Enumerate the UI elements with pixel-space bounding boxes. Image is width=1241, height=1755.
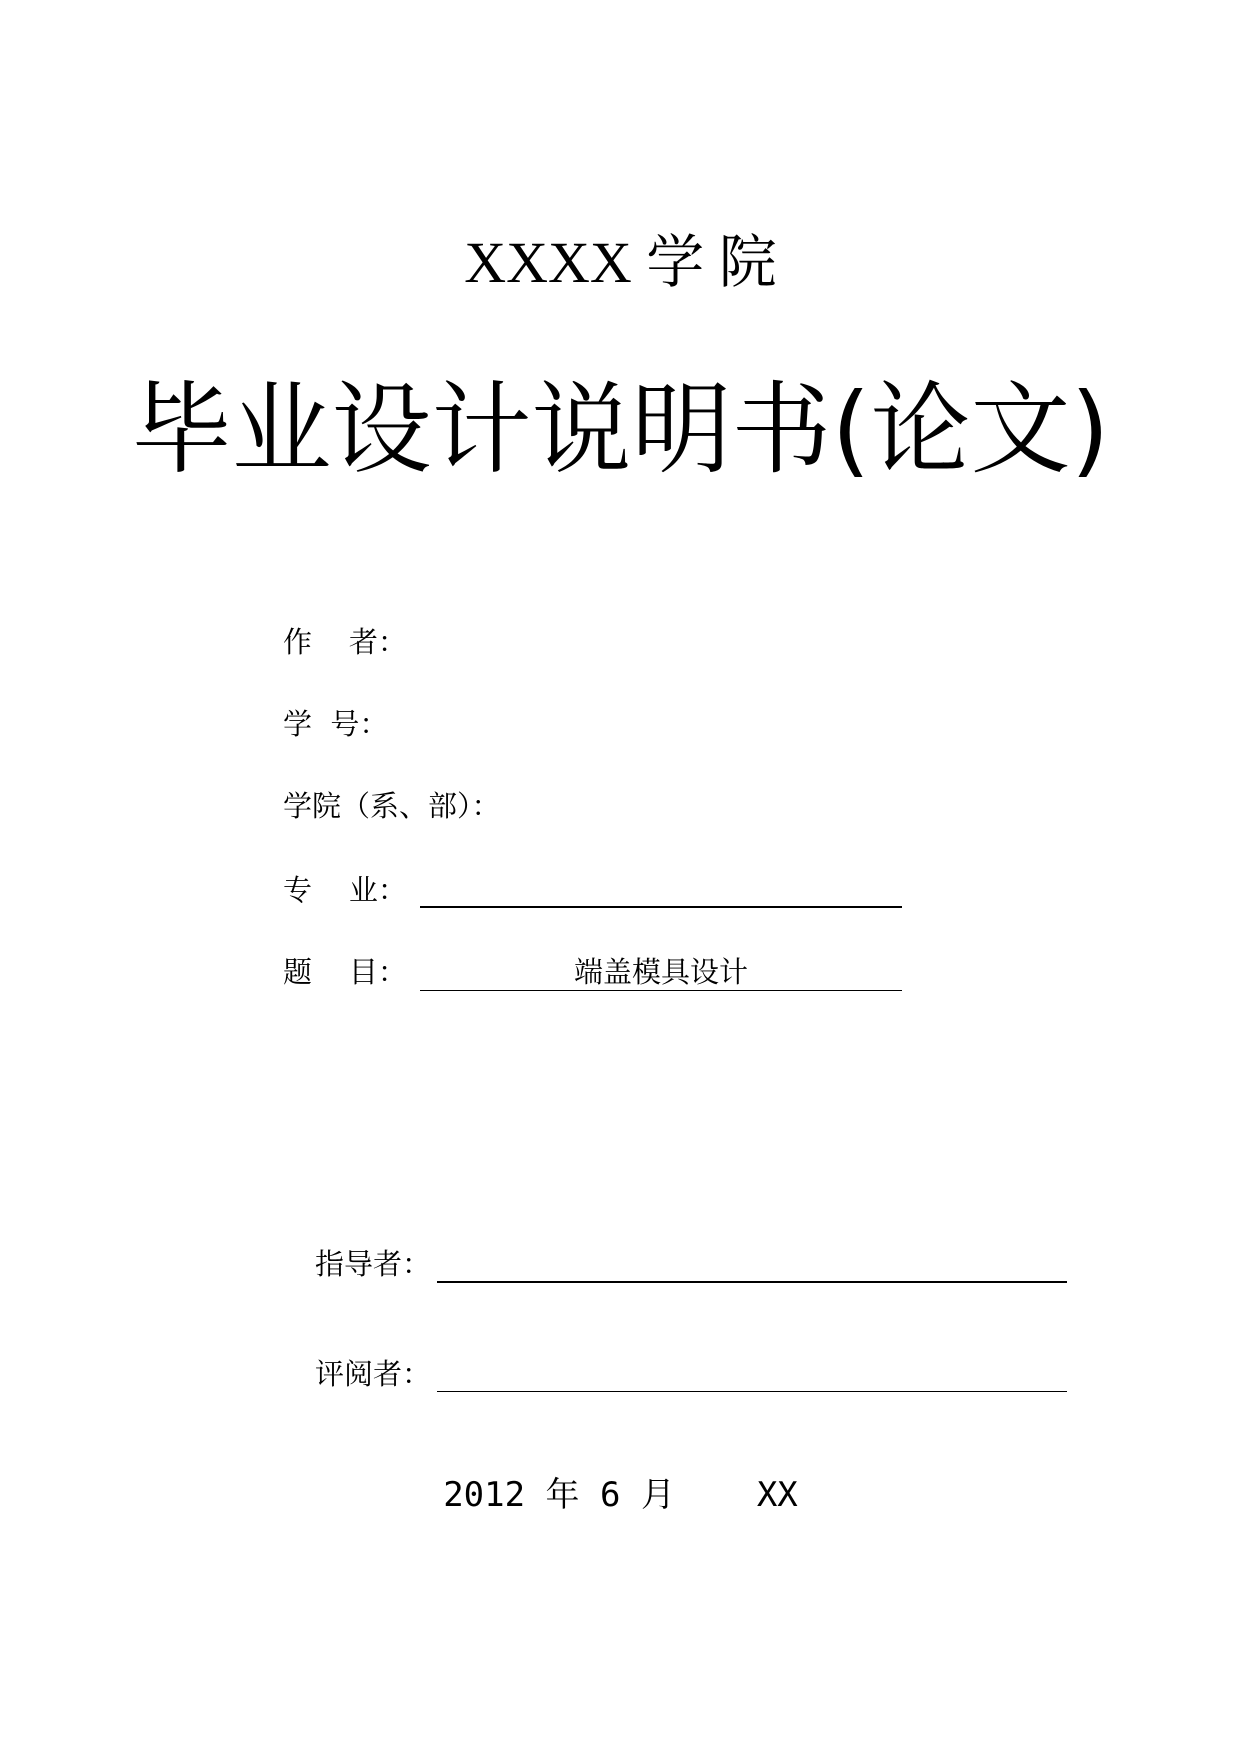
reviewer-underline xyxy=(437,1355,1067,1392)
date: 2012 年 6 月 XX xyxy=(443,1475,798,1515)
topic-label: 题 目： xyxy=(283,955,407,989)
advisor-label: 指导者： xyxy=(315,1247,432,1281)
author-label: 作 者： xyxy=(283,625,407,659)
topic-value: 端盖模具设计 xyxy=(573,955,748,989)
document-title: 毕业设计说明书(论文) xyxy=(131,371,1110,488)
major-label: 专 业： xyxy=(283,873,407,907)
school-label: 学院（系、部）： xyxy=(283,789,501,823)
student-id-label: 学 号： xyxy=(283,707,389,741)
major-underline xyxy=(420,870,902,908)
college-name: XXXX 学 院 xyxy=(464,230,777,295)
advisor-underline xyxy=(437,1245,1067,1283)
reviewer-label: 评阅者： xyxy=(315,1357,432,1391)
